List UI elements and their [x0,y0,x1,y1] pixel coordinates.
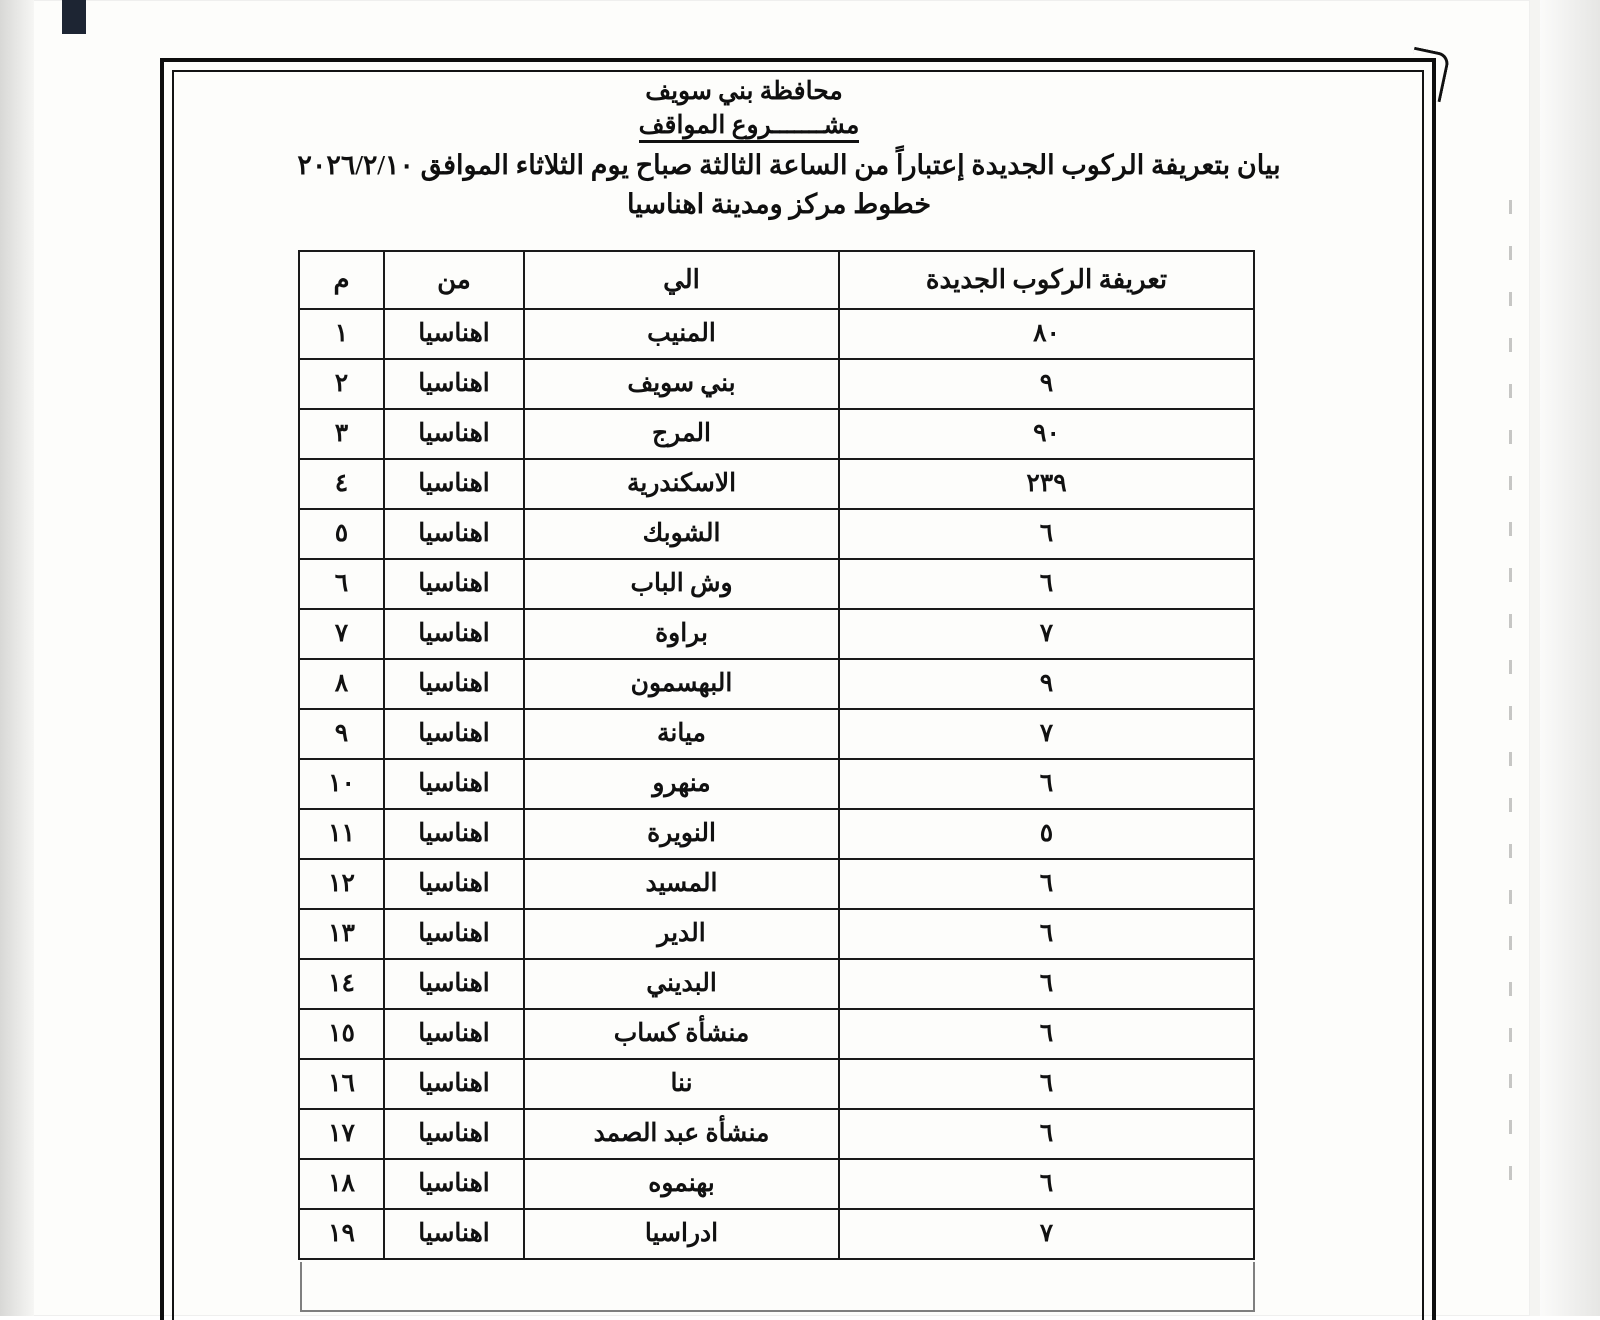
column-header-fare: تعريفة الركوب الجديدة [839,251,1254,309]
column-header-to: الي [524,251,839,309]
cell-from: اهناسيا [384,1059,524,1109]
cell-row-number: ٨ [299,659,384,709]
cell-from: اهناسيا [384,659,524,709]
fare-table-container [300,250,1255,1260]
cell-to: المرج [524,409,839,459]
cell-to: البهسمون [524,659,839,709]
cell-from: اهناسيا [384,309,524,359]
fare-table-body [299,309,1254,1259]
cell-from: اهناسيا [384,809,524,859]
cell-from: اهناسيا [384,709,524,759]
cell-from: اهناسيا [384,959,524,1009]
cell-fare: ٦ [839,509,1254,559]
cell-fare: ٥ [839,809,1254,859]
table-row [299,809,1254,859]
statement-title: بيان بتعريفة الركوب الجديدة إعتباراً من الساعة الثالثة صباح يوم الثلاثاء الموافق ٢٠٢٦/٢/١٠ [297,150,1281,180]
table-row [299,1009,1254,1059]
cell-to: براوة [524,609,839,659]
cell-fare: ٩٠ [839,409,1254,459]
scan-right-edge [1540,0,1600,1316]
cell-row-number: ١٠ [299,759,384,809]
cell-from: اهناسيا [384,1209,524,1259]
table-row [299,709,1254,759]
cell-from: اهناسيا [384,609,524,659]
cell-to: المسيد [524,859,839,909]
cell-row-number: ٩ [299,709,384,759]
cell-row-number: ٥ [299,509,384,559]
cell-from: اهناسيا [384,859,524,909]
table-cut-off-row [300,1262,1255,1316]
table-row [299,909,1254,959]
fare-table [298,250,1255,1260]
cell-row-number: ٤ [299,459,384,509]
cell-to: النويرة [524,809,839,859]
table-row [299,1209,1254,1259]
cell-to: المنيب [524,309,839,359]
table-row [299,409,1254,459]
cell-to: ننا [524,1059,839,1109]
cell-from: اهناسيا [384,1009,524,1059]
cell-from: اهناسيا [384,559,524,609]
cell-row-number: ١٧ [299,1109,384,1159]
cell-to: منهرو [524,759,839,809]
table-row [299,509,1254,559]
cell-fare: ٩ [839,359,1254,409]
cell-to: الشوبك [524,509,839,559]
cell-row-number: ١١ [299,809,384,859]
project-title [180,110,1318,140]
cell-fare: ٦ [839,559,1254,609]
cell-to: منشأة كساب [524,1009,839,1059]
cell-fare: ٢٣٩ [839,459,1254,509]
column-header-from: من [384,251,524,309]
cell-fare: ٦ [839,1109,1254,1159]
cell-from: اهناسيا [384,409,524,459]
cell-fare: ٦ [839,859,1254,909]
cell-from: اهناسيا [384,759,524,809]
cell-row-number: ١٩ [299,1209,384,1259]
cell-row-number: ٣ [299,409,384,459]
cell-fare: ٦ [839,1059,1254,1109]
table-header-row [299,251,1254,309]
cell-from: اهناسيا [384,359,524,409]
cell-row-number: ١٥ [299,1009,384,1059]
table-row [299,309,1254,359]
cell-row-number: ١٣ [299,909,384,959]
table-row [299,659,1254,709]
cell-row-number: ١٤ [299,959,384,1009]
project-title-text: مشـــــــروع المواقف [639,112,860,143]
cell-to: بهنموه [524,1159,839,1209]
column-header-no: م [299,251,384,309]
table-row [299,609,1254,659]
table-row [299,759,1254,809]
cell-to: الاسكندرية [524,459,839,509]
cell-to: الدير [524,909,839,959]
cell-row-number: ١٦ [299,1059,384,1109]
cell-fare: ٧ [839,709,1254,759]
document-header [180,76,1408,220]
scan-perforation-marks [1509,200,1512,1180]
cell-fare: ٧ [839,609,1254,659]
cell-row-number: ٦ [299,559,384,609]
cell-to: ادراسيا [524,1209,839,1259]
cell-fare: ٦ [839,1159,1254,1209]
cell-fare: ٩ [839,659,1254,709]
table-row [299,459,1254,509]
table-row [299,959,1254,1009]
cell-fare: ٦ [839,759,1254,809]
cell-from: اهناسيا [384,509,524,559]
cell-to: البديني [524,959,839,1009]
table-row [299,359,1254,409]
table-row [299,1059,1254,1109]
cell-row-number: ١ [299,309,384,359]
cell-from: اهناسيا [384,909,524,959]
cell-from: اهناسيا [384,459,524,509]
cell-row-number: ١٢ [299,859,384,909]
lines-subtitle: خطوط مركز ومدينة اهناسيا [626,189,932,219]
cell-row-number: ٧ [299,609,384,659]
scan-left-edge [0,0,34,1316]
scan-corner-mark [62,0,86,34]
cell-row-number: ١٨ [299,1159,384,1209]
table-row [299,859,1254,909]
partial-row [300,1262,1255,1312]
table-row [299,559,1254,609]
table-row [299,1159,1254,1209]
cell-fare: ٦ [839,959,1254,1009]
cell-fare: ٧ [839,1209,1254,1259]
cell-fare: ٦ [839,909,1254,959]
cell-to: منشأة عبد الصمد [524,1109,839,1159]
cell-to: ميانة [524,709,839,759]
cell-from: اهناسيا [384,1159,524,1209]
cell-row-number: ٢ [299,359,384,409]
cell-fare: ٦ [839,1009,1254,1059]
cell-to: بني سويف [524,359,839,409]
governorate-title: محافظة بني سويف [645,78,843,105]
cell-fare: ٨٠ [839,309,1254,359]
cell-from: اهناسيا [384,1109,524,1159]
table-row [299,1109,1254,1159]
cell-to: وش الباب [524,559,839,609]
